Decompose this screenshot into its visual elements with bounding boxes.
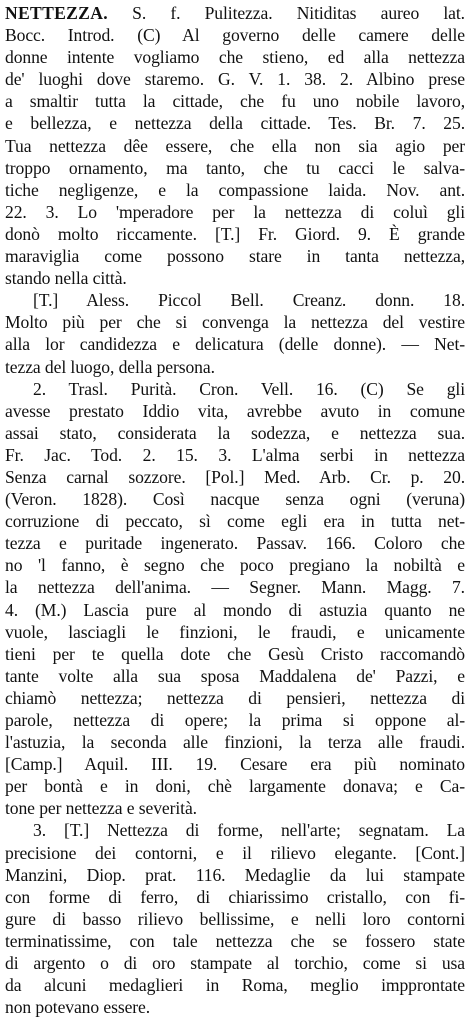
entry-sense-2 xyxy=(5,378,465,820)
text-line: parole, nettezza di opere; la prima si oppone al- xyxy=(5,710,465,730)
text-line: Bocc. Introd. (C) Al governo delle camere delle xyxy=(5,25,465,46)
text-line: no 'l fanno, è segno che poco pregiano la nobiltà e xyxy=(5,555,465,576)
text-line: 4. (M.) Lascia pure al mondo di astuzia quanto ne xyxy=(5,599,465,620)
text-line: [Camp.] Aquil. III. 19. Cesare era più nominato xyxy=(5,754,465,775)
text-line: assai stato, considerata la sodezza, e nettezza sua. xyxy=(5,422,465,443)
text-line: e bellezza, e nettezza della cittade. Tes. Br. 7. 25. xyxy=(5,113,465,134)
text-line: terminatissime, con tale nettezza che se fossero state xyxy=(5,930,465,951)
text-line: la nettezza dell'anima. — Segner. Mann. Magg. 7. xyxy=(5,577,465,598)
headword: NETTEZZA. xyxy=(5,3,108,23)
text-line: tezza e puritade ingenerato. Passav. 166. Coloro che xyxy=(5,533,465,554)
text-line: tieni per te quella dote che Gesù Cristo raccomandò xyxy=(5,643,465,664)
text-line: Senza carnal sozzore. [Pol.] Med. Arb. Cr. p. 20. xyxy=(5,466,465,487)
text-line: Molto più per che si convenga la nettezza del vestire xyxy=(5,312,465,333)
text-line: Manzini, Diop. prat. 116. Medaglie da lui stampate xyxy=(5,864,465,885)
text-line: de' luoghi dove staremo. G. V. 1. 38. 2. Albino prese xyxy=(5,69,465,90)
text-line: donne intente vogliamo che stieno, ed alla nettezza xyxy=(5,47,465,68)
text-line: avesse prestato Iddio vita, avrebbe avuto in comune xyxy=(5,400,465,421)
text-line: tante volte alla sua sposa Maddalena de' Pazzi, e xyxy=(5,665,465,686)
text-line: 22. 3. Lo 'mperadore per la nettezza di coluì gli xyxy=(5,201,465,222)
text-line: da alcuni medaglieri in Roma, meglio impprontate xyxy=(5,975,465,996)
text-line: a smaltir tutta la cittade, che fu uno nobile lavoro, xyxy=(5,91,465,112)
text-line: tiche negligenze, e la compassione laida. Nov. ant. xyxy=(5,179,465,200)
entry-sense-3 xyxy=(5,819,465,1018)
text-line: precisione dei contorni, e il rilievo elegante. [Cont.] xyxy=(5,842,465,863)
text-line: corruzione di peccato, sì come egli era in tutta net- xyxy=(5,511,465,532)
text-line: chiamò nettezza; nettezza di pensieri, nettezza di xyxy=(5,687,465,708)
entry-definition xyxy=(5,2,465,289)
text-line: NETTEZZA. S. f. Pulitezza. Nitiditas aureo lat. xyxy=(5,3,465,23)
text-line: per bontà e in doni, chè largamente donava; e Ca- xyxy=(5,776,465,797)
text-line: troppo ornamento, ma tanto, che tu cacci le salva- xyxy=(5,157,465,178)
text-line: [T.] Aless. Piccol Bell. Creanz. donn. 18. xyxy=(33,290,465,311)
text-line: tone per nettezza e severità. xyxy=(5,798,197,819)
text-line: tezza del luogo, della persona. xyxy=(5,356,215,377)
text-line: di argento o di oro stampate al torchio, come si usa xyxy=(5,953,465,974)
text-line: donò molto riccamente. [T.] Fr. Giord. 9. È grande xyxy=(5,223,465,244)
text-line: alla lor candidezza e delicatura (delle donne). — Net- xyxy=(5,334,465,355)
text-line: Fr. Jac. Tod. 2. 15. 3. L'alma serbi in nettezza xyxy=(5,444,465,465)
text-line: maraviglia come possono stare in tanta nettezza, xyxy=(5,246,465,267)
text-line: vuole, lasciagli le finzioni, le fraudi, e unicamente xyxy=(5,621,465,642)
entry-subsense-toscana xyxy=(5,289,465,377)
text-line: Tua nettezza dêe essere, che ella non sia agio per xyxy=(5,135,465,156)
text-line: gure di basso rilievo bellissime, e nelli loro contorni xyxy=(5,908,465,929)
text-line: con forme di ferro, di chiarissimo cristallo, con fi- xyxy=(5,886,465,907)
text-line: non potevano essere. xyxy=(5,997,151,1018)
text-line: l'astuzia, la seconda alle finzioni, la terza alle fraudi. xyxy=(5,732,465,753)
text-line: 3. [T.] Nettezza di forme, nell'arte; segnatam. La xyxy=(33,820,465,841)
text-line: stando nella città. xyxy=(5,268,127,289)
text-line: 2. Trasl. Purità. Cron. Vell. 16. (C) Se gli xyxy=(33,378,465,399)
text-line: (Veron. 1828). Così nacque senza ogni (veruna) xyxy=(5,489,465,510)
